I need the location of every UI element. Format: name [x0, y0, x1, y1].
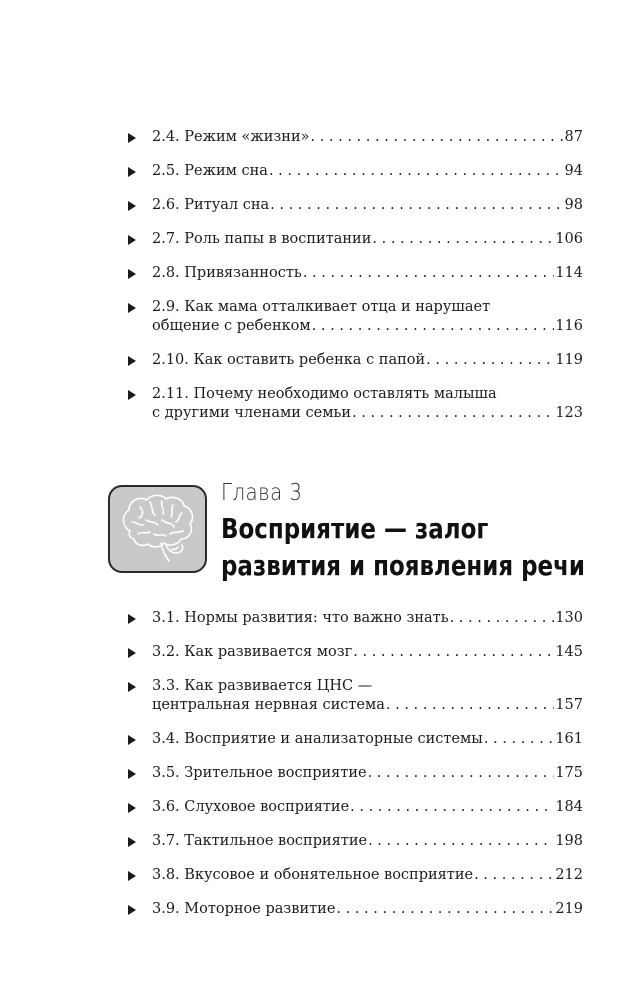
toc-entry-page-number: 145: [555, 644, 583, 660]
toc-entry-title: 2.5. Режим сна: [152, 163, 268, 179]
toc-entry[interactable]: [128, 609, 583, 628]
toc-entry-title-line: 2.9. Как мама отталкивает отца и нарушает: [152, 299, 491, 315]
toc-entry-title: 3.2. Как развивается мозг: [152, 644, 353, 660]
toc-chapter-3-list: [128, 609, 583, 919]
dot-leader: [303, 264, 554, 283]
chapter-number: Глава 3: [221, 480, 303, 506]
toc-entry[interactable]: [128, 196, 583, 215]
dot-leader: [426, 351, 554, 370]
chapter-title-line-2: развития и появления речи: [221, 549, 585, 582]
chapter-title: [221, 510, 585, 584]
bullet-arrow-icon: [128, 303, 136, 313]
bullet-arrow-icon: [128, 769, 136, 779]
bullet-arrow-icon: [128, 356, 136, 366]
dot-leader: [353, 643, 554, 662]
dot-leader: [450, 609, 555, 628]
bullet-arrow-icon: [128, 871, 136, 881]
dot-leader: [312, 317, 555, 336]
dot-leader: [270, 196, 563, 215]
bullet-arrow-icon: [128, 269, 136, 279]
dot-leader: [386, 696, 554, 715]
toc-entry[interactable]: [128, 298, 583, 336]
toc-entry-page-number: 106: [555, 231, 583, 247]
bullet-arrow-icon: [128, 803, 136, 813]
toc-entry-page-number: 198: [555, 833, 583, 849]
dot-leader: [311, 128, 564, 147]
toc-entry[interactable]: [128, 866, 583, 885]
toc-entry-page-number: 219: [555, 901, 583, 917]
toc-entry[interactable]: [128, 351, 583, 370]
toc-entry-title: центральная нервная система: [152, 697, 385, 713]
dot-leader: [350, 798, 554, 817]
toc-entry-title: 2.8. Привязанность: [152, 265, 302, 281]
toc-entry-title: 3.7. Тактильное восприятие: [152, 833, 368, 849]
toc-entry-title: 3.6. Слуховое восприятие: [152, 799, 350, 815]
toc-entry-page-number: 157: [555, 697, 583, 713]
toc-entry-title: с другими членами семьи: [152, 405, 352, 421]
dot-leader: [269, 162, 564, 181]
toc-entry-page-number: 114: [555, 265, 583, 281]
toc-chapter-2-list: [128, 128, 583, 423]
toc-entry-page-number: 116: [555, 318, 583, 334]
toc-entry-page-number: 212: [555, 867, 583, 883]
toc-entry-title: 2.4. Режим «жизни»: [152, 129, 310, 145]
chapter-title-line-1: Восприятие — залог: [221, 512, 489, 545]
bullet-arrow-icon: [128, 235, 136, 245]
toc-entry[interactable]: [128, 677, 583, 715]
toc-entry-title: 2.7. Роль папы в воспитании: [152, 231, 372, 247]
toc-entry[interactable]: [128, 264, 583, 283]
bullet-arrow-icon: [128, 735, 136, 745]
toc-entry-title: 3.4. Восприятие и анализаторные системы: [152, 731, 483, 747]
toc-entry[interactable]: [128, 128, 583, 147]
brain-icon: [110, 487, 205, 571]
toc-entry-title: 2.6. Ритуал сна: [152, 197, 270, 213]
toc-entry-page-number: 87: [564, 129, 583, 145]
toc-entry[interactable]: [128, 162, 583, 181]
toc-entry-title: 3.1. Нормы развития: что важно знать: [152, 610, 449, 626]
dot-leader: [474, 866, 554, 885]
dot-leader: [336, 900, 554, 919]
toc-entry[interactable]: [128, 730, 583, 749]
chapter-icon-box: [108, 485, 207, 573]
bullet-arrow-icon: [128, 614, 136, 624]
toc-entry[interactable]: [128, 764, 583, 783]
dot-leader: [372, 230, 554, 249]
toc-entry-page-number: 98: [564, 197, 583, 213]
dot-leader: [368, 764, 555, 783]
bullet-arrow-icon: [128, 133, 136, 143]
dot-leader: [484, 730, 554, 749]
toc-entry-title: 3.9. Моторное развитие: [152, 901, 336, 917]
bullet-arrow-icon: [128, 905, 136, 915]
toc-entry-title-line: 3.3. Как развивается ЦНС —: [152, 678, 373, 694]
toc-entry-title: 2.10. Как оставить ребенка с папой: [152, 352, 426, 368]
bullet-arrow-icon: [128, 648, 136, 658]
bullet-arrow-icon: [128, 167, 136, 177]
toc-entry[interactable]: [128, 832, 583, 851]
bullet-arrow-icon: [128, 682, 136, 692]
toc-entry-page-number: 123: [555, 405, 583, 421]
toc-entry-page-number: 184: [555, 799, 583, 815]
toc-entry[interactable]: [128, 230, 583, 249]
toc-entry-title: 3.5. Зрительное восприятие: [152, 765, 367, 781]
toc-entry-title-line: 2.11. Почему необходимо оставлять малыша: [152, 386, 497, 402]
toc-entry[interactable]: [128, 643, 583, 662]
toc-entry[interactable]: [128, 798, 583, 817]
bullet-arrow-icon: [128, 390, 136, 400]
toc-entry-title: 3.8. Вкусовое и обонятельное восприятие: [152, 867, 474, 883]
bullet-arrow-icon: [128, 837, 136, 847]
dot-leader: [368, 832, 554, 851]
toc-entry[interactable]: [128, 900, 583, 919]
dot-leader: [352, 404, 554, 423]
toc-entry-page-number: 94: [564, 163, 583, 179]
bullet-arrow-icon: [128, 201, 136, 211]
toc-entry-page-number: 119: [555, 352, 583, 368]
toc-entry[interactable]: [128, 385, 583, 423]
toc-entry-title: общение с ребенком: [152, 318, 311, 334]
toc-entry-page-number: 161: [555, 731, 583, 747]
toc-entry-page-number: 130: [555, 610, 583, 626]
toc-entry-page-number: 175: [555, 765, 583, 781]
